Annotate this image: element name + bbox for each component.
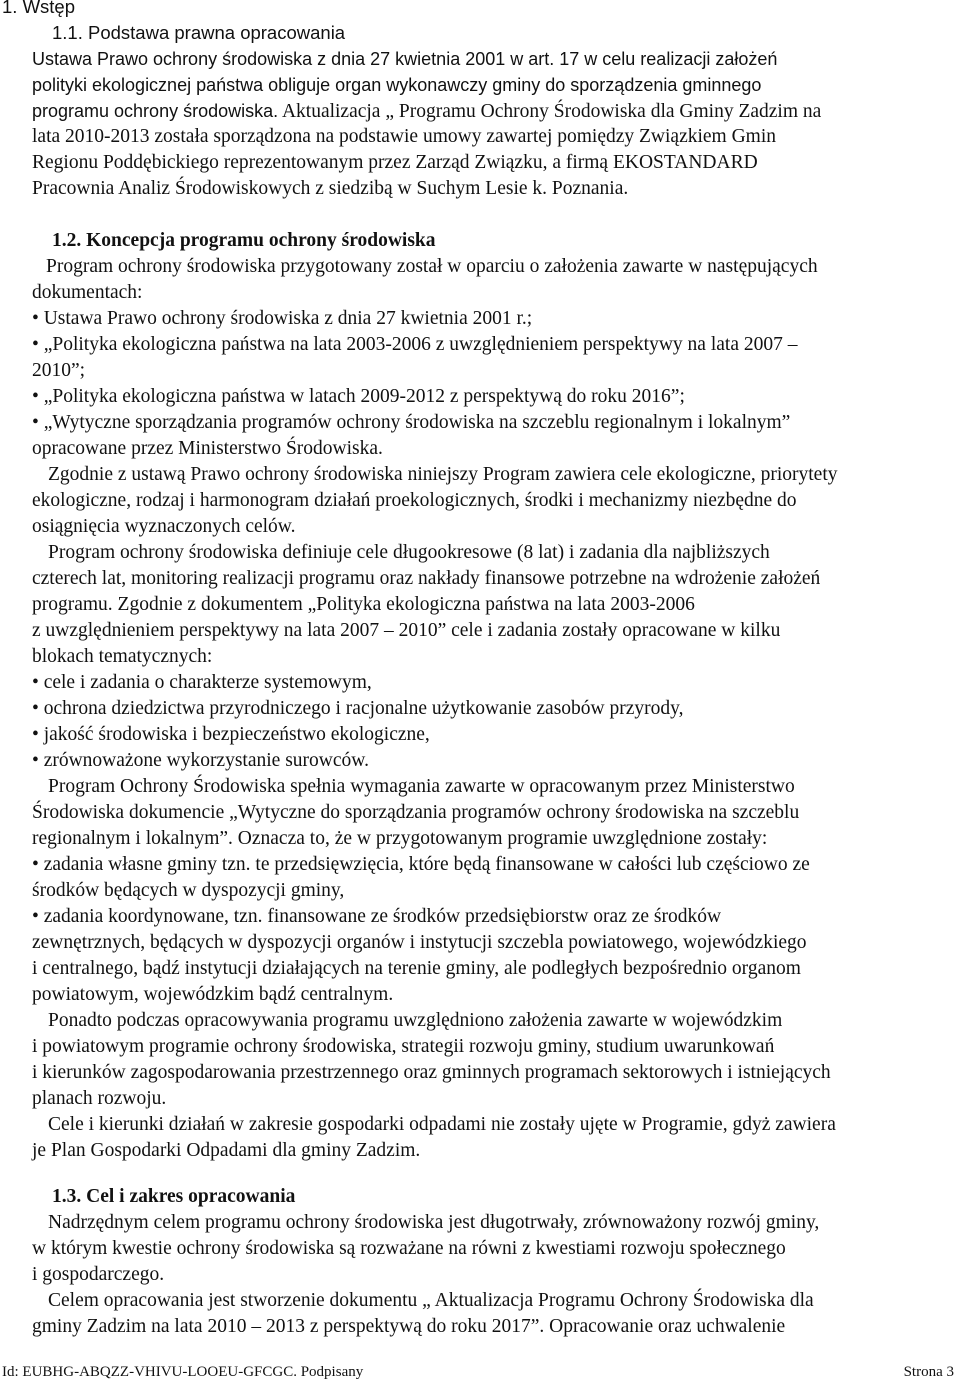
paragraph-line: blokach tematycznych: (32, 646, 213, 667)
bullet-item: • jakość środowiska i bezpieczeństwo ekologiczne, (32, 724, 430, 745)
bullet-item: • „Polityka ekologiczna państwa w latach 2009-2012 z perspektywą do roku 2016”; (32, 386, 685, 407)
paragraph-line: i gospodarczego. (32, 1264, 165, 1285)
chapter-heading: 1. Wstęp (2, 0, 75, 17)
section-heading-1-2: 1.2. Koncepcja programu ochrony środowiska (52, 230, 436, 251)
paragraph-line: Ustawa Prawo ochrony środowiska z dnia 27 kwietnia 2001 w art. 17 w celu realizacji założeń (32, 49, 778, 69)
paragraph-line: Program Ochrony Środowiska spełnia wymagania zawarte w opracowanym przez Ministerstwo (48, 776, 795, 797)
paragraph-line: i kierunków zagospodarowania przestrzennego oraz gminnych programach sektorowych i istniejących (32, 1062, 831, 1083)
section-heading-1-3: 1.3. Cel i zakres opracowania (52, 1186, 296, 1207)
paragraph-line: osiągnięcia wyznaczonych celów. (32, 516, 296, 537)
paragraph-line: planach rozwoju. (32, 1088, 167, 1109)
paragraph-line: polityki ekologicznej państwa obliguje organ wykonawczy gminy do sporządzenia gminnego (32, 75, 762, 95)
bullet-item: • zadania własne gminy tzn. te przedsięwzięcia, które będą finansowane w całości lub częściowo ze (32, 854, 810, 875)
paragraph-line: Środowiska dokumencie „Wytyczne do sporządzania programów ochrony środowiska na szczeblu (32, 802, 800, 823)
bullet-item-continuation: zewnętrznych, będących w dyspozycji organów i instytucji szczebla powiatowego, wojewódzkiego (32, 932, 807, 953)
paragraph-line: je Plan Gospodarki Odpadami dla gminy Zadzim. (32, 1140, 421, 1161)
bullet-item: • „Wytyczne sporządzania programów ochrony środowiska na szczeblu regionalnym i lokalnym” (32, 412, 791, 433)
page-footer (0, 1361, 960, 1383)
paragraph-line-mixed (32, 98, 821, 124)
paragraph-line: w którym kwestie ochrony środowiska są rozważane na równi z kwestiami rozwoju społecznego (32, 1238, 786, 1259)
paragraph-line: z uwzględnieniem perspektywy na lata 2007 – 2010” cele i zadania zostały opracowane w kilku (32, 620, 781, 641)
bullet-item-continuation: środków będących w dyspozycji gminy, (32, 880, 345, 901)
bullet-item: • cele i zadania o charakterze systemowym, (32, 672, 372, 693)
footer-page-number: Strona 3 (903, 1364, 954, 1380)
bullet-item-continuation: i centralnego, bądź instytucji działających na terenie gminy, ale podległych bezpośrednio organom (32, 958, 801, 979)
bullet-item: • „Polityka ekologiczna państwa na lata 2003-2006 z uwzględnieniem perspektywy na lata 2007 – (32, 334, 798, 355)
paragraph-line: Program ochrony środowiska definiuje cele długookresowe (8 lat) i zadania dla najbliższych (48, 542, 770, 563)
paragraph-line-part: Aktualizacja „ Programu Ochrony Środowiska dla Gminy Zadzim na (281, 101, 822, 122)
paragraph-line: Nadrzędnym celem programu ochrony środowiska jest długotrwały, zrównoważony rozwój gminy, (48, 1212, 820, 1233)
section-heading-1-1: 1.1. Podstawa prawna opracowania (52, 22, 346, 43)
paragraph-line: i powiatowym programie ochrony środowiska, strategii rozwoju gminy, studium uwarunkowań (32, 1036, 775, 1057)
bullet-item: • Ustawa Prawo ochrony środowiska z dnia 27 kwietnia 2001 r.; (32, 308, 533, 329)
paragraph-line: regionalnym i lokalnym”. Oznacza to, że w przygotowanym programie uwzględnione zostały: (32, 828, 768, 849)
paragraph-line: lata 2010-2013 została sporządzona na podstawie umowy zawartej pomiędzy Związkiem Gmin (32, 126, 777, 147)
paragraph-line: Celem opracowania jest stworzenie dokumentu „ Aktualizacja Programu Ochrony Środowiska dla (48, 1290, 814, 1311)
paragraph-line: Ponadto podczas opracowywania programu uwzględniono założenia zawarte w wojewódzkim (48, 1010, 783, 1031)
bullet-item-continuation: powiatowym, wojewódzkim bądź centralnym. (32, 984, 394, 1005)
bullet-item-continuation: opracowane przez Ministerstwo Środowiska. (32, 438, 383, 459)
bullet-item: • ochrona dziedzictwa przyrodniczego i racjonalne użytkowanie zasobów przyrody, (32, 698, 684, 719)
bullet-item-continuation: 2010”; (32, 360, 86, 381)
paragraph-line: Cele i kierunki działań w zakresie gospodarki odpadami nie zostały ujęte w Programie, gdyż zawiera (48, 1114, 836, 1135)
paragraph-line: programu. Zgodnie z dokumentem „Polityka ekologiczna państwa na lata 2003-2006 (32, 594, 695, 615)
paragraph-line: Regionu Poddębickiego reprezentowanym przez Zarząd Związku, a firmą EKOSTANDARD (32, 152, 758, 173)
paragraph-line: Zgodnie z ustawą Prawo ochrony środowiska niniejszy Program zawiera cele ekologiczne, priorytety (48, 464, 838, 485)
footer-document-id: Id: EUBHG-ABQZZ-VHIVU-LOOEU-GFCGC. Podpisany (2, 1364, 364, 1380)
paragraph-line-part: programu ochrony środowiska. (32, 101, 279, 121)
paragraph-line: ekologiczne, rodzaj i harmonogram działań proekologicznych, środki i mechanizmy niezbędne do (32, 490, 797, 511)
bullet-item: • zrównoważone wykorzystanie surowców. (32, 750, 369, 771)
paragraph-line: gminy Zadzim na lata 2010 – 2013 z perspektywą do roku 2017”. Opracowanie oraz uchwalenie (32, 1316, 786, 1337)
paragraph-line: Program ochrony środowiska przygotowany został w oparciu o założenia zawarte w następujących (46, 256, 818, 277)
paragraph-line: czterech lat, monitoring realizacji programu oraz nakłady finansowe potrzebne na wdrożenie założeń (32, 568, 821, 589)
paragraph-line: Pracownia Analiz Środowiskowych z siedzibą w Suchym Lesie k. Poznania. (32, 178, 629, 199)
paragraph-line: dokumentach: (32, 282, 143, 303)
bullet-item: • zadania koordynowane, tzn. finansowane ze środków przedsiębiorstw oraz ze środków (32, 906, 722, 927)
